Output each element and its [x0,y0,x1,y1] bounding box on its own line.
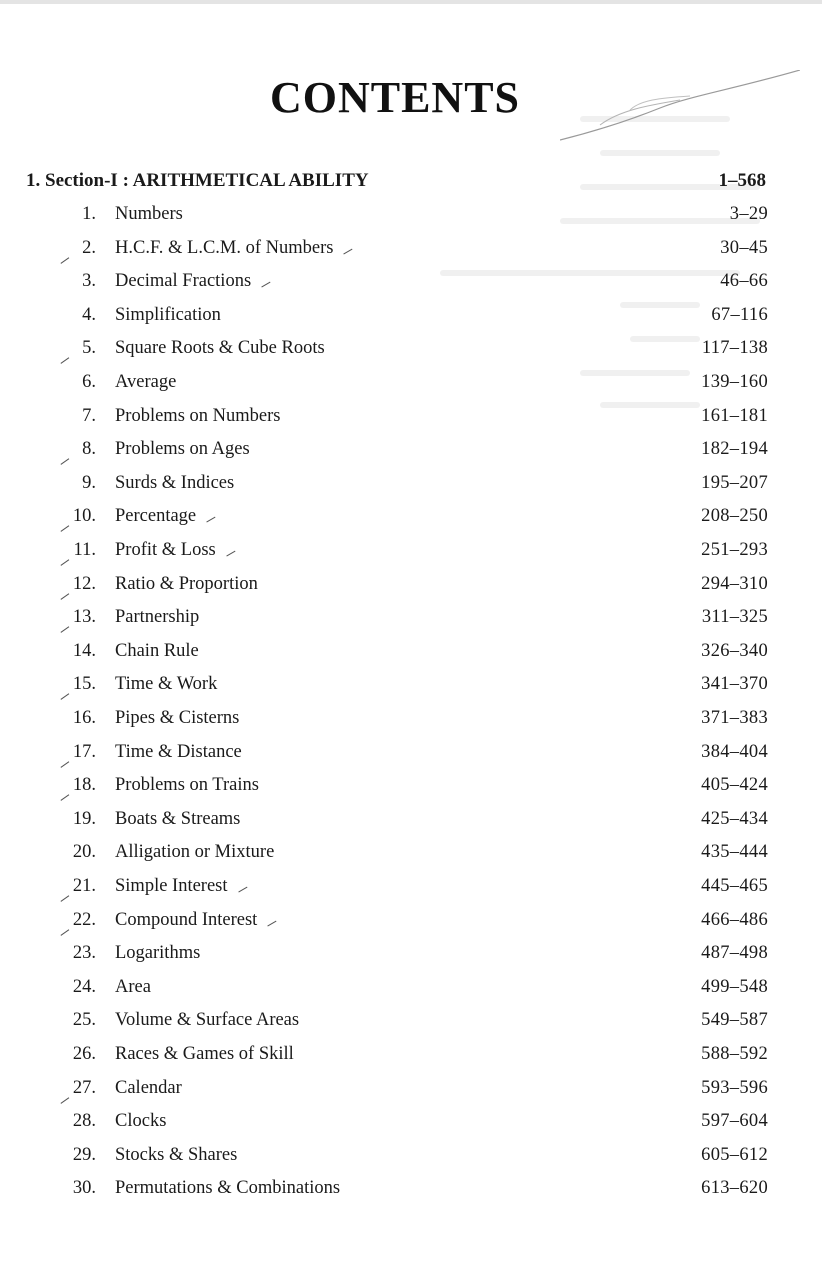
chapter-row [0,267,822,301]
chapter-row [0,1107,822,1141]
chapter-number: 21. [72,876,96,896]
chapter-number: 6. [82,372,96,392]
chapter-page-range: 487–498 [701,943,768,964]
chapter-page-range: 466–486 [701,909,768,930]
chapter-row [0,872,822,906]
chapter-title: Clocks [115,1111,167,1132]
chapter-title: Decimal Fractions [115,271,252,292]
chapter-title: Square Roots & Cube Roots [115,338,325,359]
chapter-page-range: 294–310 [701,573,768,594]
pencil-tick-mark [206,517,215,523]
chapter-page-range: 549–587 [701,1010,768,1031]
section-title: 1. Section-I : ARITHMETICAL ABILITY [26,170,369,191]
pencil-tick-mark [343,248,352,254]
chapter-page-range: 46–66 [720,271,768,292]
chapter-number: 1. [82,204,96,224]
chapter-title: Problems on Ages [115,439,250,460]
chapter-number: 7. [82,405,96,426]
chapter-number: 13. [72,607,96,628]
chapter-row [0,301,822,335]
chapter-row [0,368,822,402]
chapter-title: Permutations & Combinations [115,1178,341,1199]
chapter-page-range: 613–620 [701,1178,768,1199]
chapter-page-range: 371–383 [701,708,768,728]
chapter-page-range: 311–325 [701,607,768,628]
chapter-row [0,502,822,536]
chapter-page-range: 445–465 [701,876,768,896]
chapter-number: 2. [82,237,96,258]
pencil-tick-mark [226,551,235,557]
chapter-page-range: 251–293 [701,540,768,560]
chapter-number: 15. [72,674,96,695]
chapter-page-range: 161–181 [701,405,768,426]
chapter-number: 3. [82,271,96,292]
chapter-number: 19. [72,808,96,829]
chapter-row [0,704,822,738]
chapter-row [0,603,822,637]
chapter-row [0,200,822,234]
chapter-page-range: 499–548 [701,976,768,997]
chapter-title: Area [115,976,151,997]
chapter-number: 12. [72,573,96,594]
pencil-tick-mark [261,282,270,288]
chapter-row [0,906,822,940]
chapter-page-range: 117–138 [701,338,768,359]
chapter-title: Stocks & Shares [115,1144,238,1165]
chapter-row [0,805,822,839]
chapter-page-range: 341–370 [701,674,768,695]
pencil-tick-mark [267,920,276,926]
chapter-number: 14. [72,640,96,661]
chapter-number: 22. [72,909,96,930]
chapter-row [0,570,822,604]
chapter-title: Surds & Indices [115,472,235,493]
chapter-row [0,334,822,368]
chapter-row [0,1040,822,1074]
chapter-row [0,670,822,704]
chapter-title: Logarithms [115,943,201,964]
chapter-title: Boats & Streams [115,808,241,829]
chapter-page-range: 384–404 [701,741,768,762]
chapter-title: Simplification [115,304,221,325]
chapter-row [0,939,822,973]
chapter-title: Average [115,372,177,392]
chapter-number: 29. [72,1144,96,1165]
chapter-number: 11. [73,540,96,560]
chapter-page-range: 139–160 [701,372,768,392]
chapter-row [0,637,822,671]
chapter-row [0,469,822,503]
chapter-row [0,1006,822,1040]
chapter-title: Alligation or Mixture [115,842,275,863]
chapter-number: 27. [72,1077,96,1098]
chapter-page-range: 588–592 [701,1044,768,1064]
chapter-title: Chain Rule [115,640,199,661]
chapter-title: Problems on Numbers [115,405,281,426]
chapter-page-range: 597–604 [701,1111,768,1132]
chapter-title: Time & Distance [115,741,242,762]
chapter-row [0,402,822,436]
chapter-number: 4. [82,304,96,325]
chapter-page-range: 405–424 [701,775,768,796]
chapter-number: 23. [72,943,96,964]
chapter-page-range: 208–250 [701,506,768,527]
chapter-page-range: 3–29 [729,204,768,224]
section-heading [26,168,766,196]
chapter-number: 24. [72,976,96,997]
chapter-title: Ratio & Proportion [115,573,258,594]
chapter-title: Pipes & Cisterns [115,708,240,728]
chapter-title: H.C.F. & L.C.M. of Numbers [115,237,334,258]
chapter-number: 28. [72,1111,96,1132]
chapter-title: Percentage [115,506,197,527]
chapter-page-range: 605–612 [701,1144,768,1165]
chapter-row [0,738,822,772]
chapter-row [0,1141,822,1175]
chapter-number: 18. [72,775,96,796]
chapter-page-range: 435–444 [701,842,768,863]
chapter-number: 10. [72,506,96,527]
chapter-page-range: 182–194 [701,439,768,460]
chapter-number: 20. [72,842,96,863]
chapter-title: Numbers [115,204,183,224]
chapter-row [0,435,822,469]
chapter-page-range: 195–207 [701,472,768,493]
chapter-page-range: 593–596 [701,1077,768,1098]
chapter-title: Compound Interest [115,909,258,930]
chapter-title: Time & Work [115,674,218,695]
chapter-title: Calendar [115,1077,182,1098]
chapter-title: Partnership [115,607,200,628]
chapter-page-range: 326–340 [701,640,768,661]
chapter-page-range: 67–116 [711,304,768,325]
chapter-title: Profit & Loss [115,540,216,560]
chapter-row [0,771,822,805]
chapter-title: Races & Games of Skill [115,1044,294,1064]
page-title: CONTENTS [269,73,521,122]
chapter-row [0,536,822,570]
chapter-number: 26. [72,1044,96,1064]
chapter-number: 5. [82,338,96,359]
chapter-page-range: 30–45 [720,237,768,258]
chapter-title: Simple Interest [115,876,228,896]
chapter-number: 17. [72,741,96,762]
chapter-row [0,838,822,872]
chapter-title: Volume & Surface Areas [115,1010,300,1031]
chapter-number: 30. [72,1178,96,1199]
chapter-title: Problems on Trains [115,775,259,796]
chapter-number: 8. [82,439,96,460]
chapter-number: 16. [72,708,96,728]
chapter-number: 9. [82,472,96,493]
pencil-tick-mark [238,887,247,893]
chapter-row [0,973,822,1007]
chapter-row [0,1074,822,1108]
chapter-row [0,1174,822,1208]
section-page-range: 1–568 [718,170,766,191]
chapter-page-range: 425–434 [701,808,768,829]
chapter-number: 25. [72,1010,96,1031]
chapter-row [0,234,822,268]
